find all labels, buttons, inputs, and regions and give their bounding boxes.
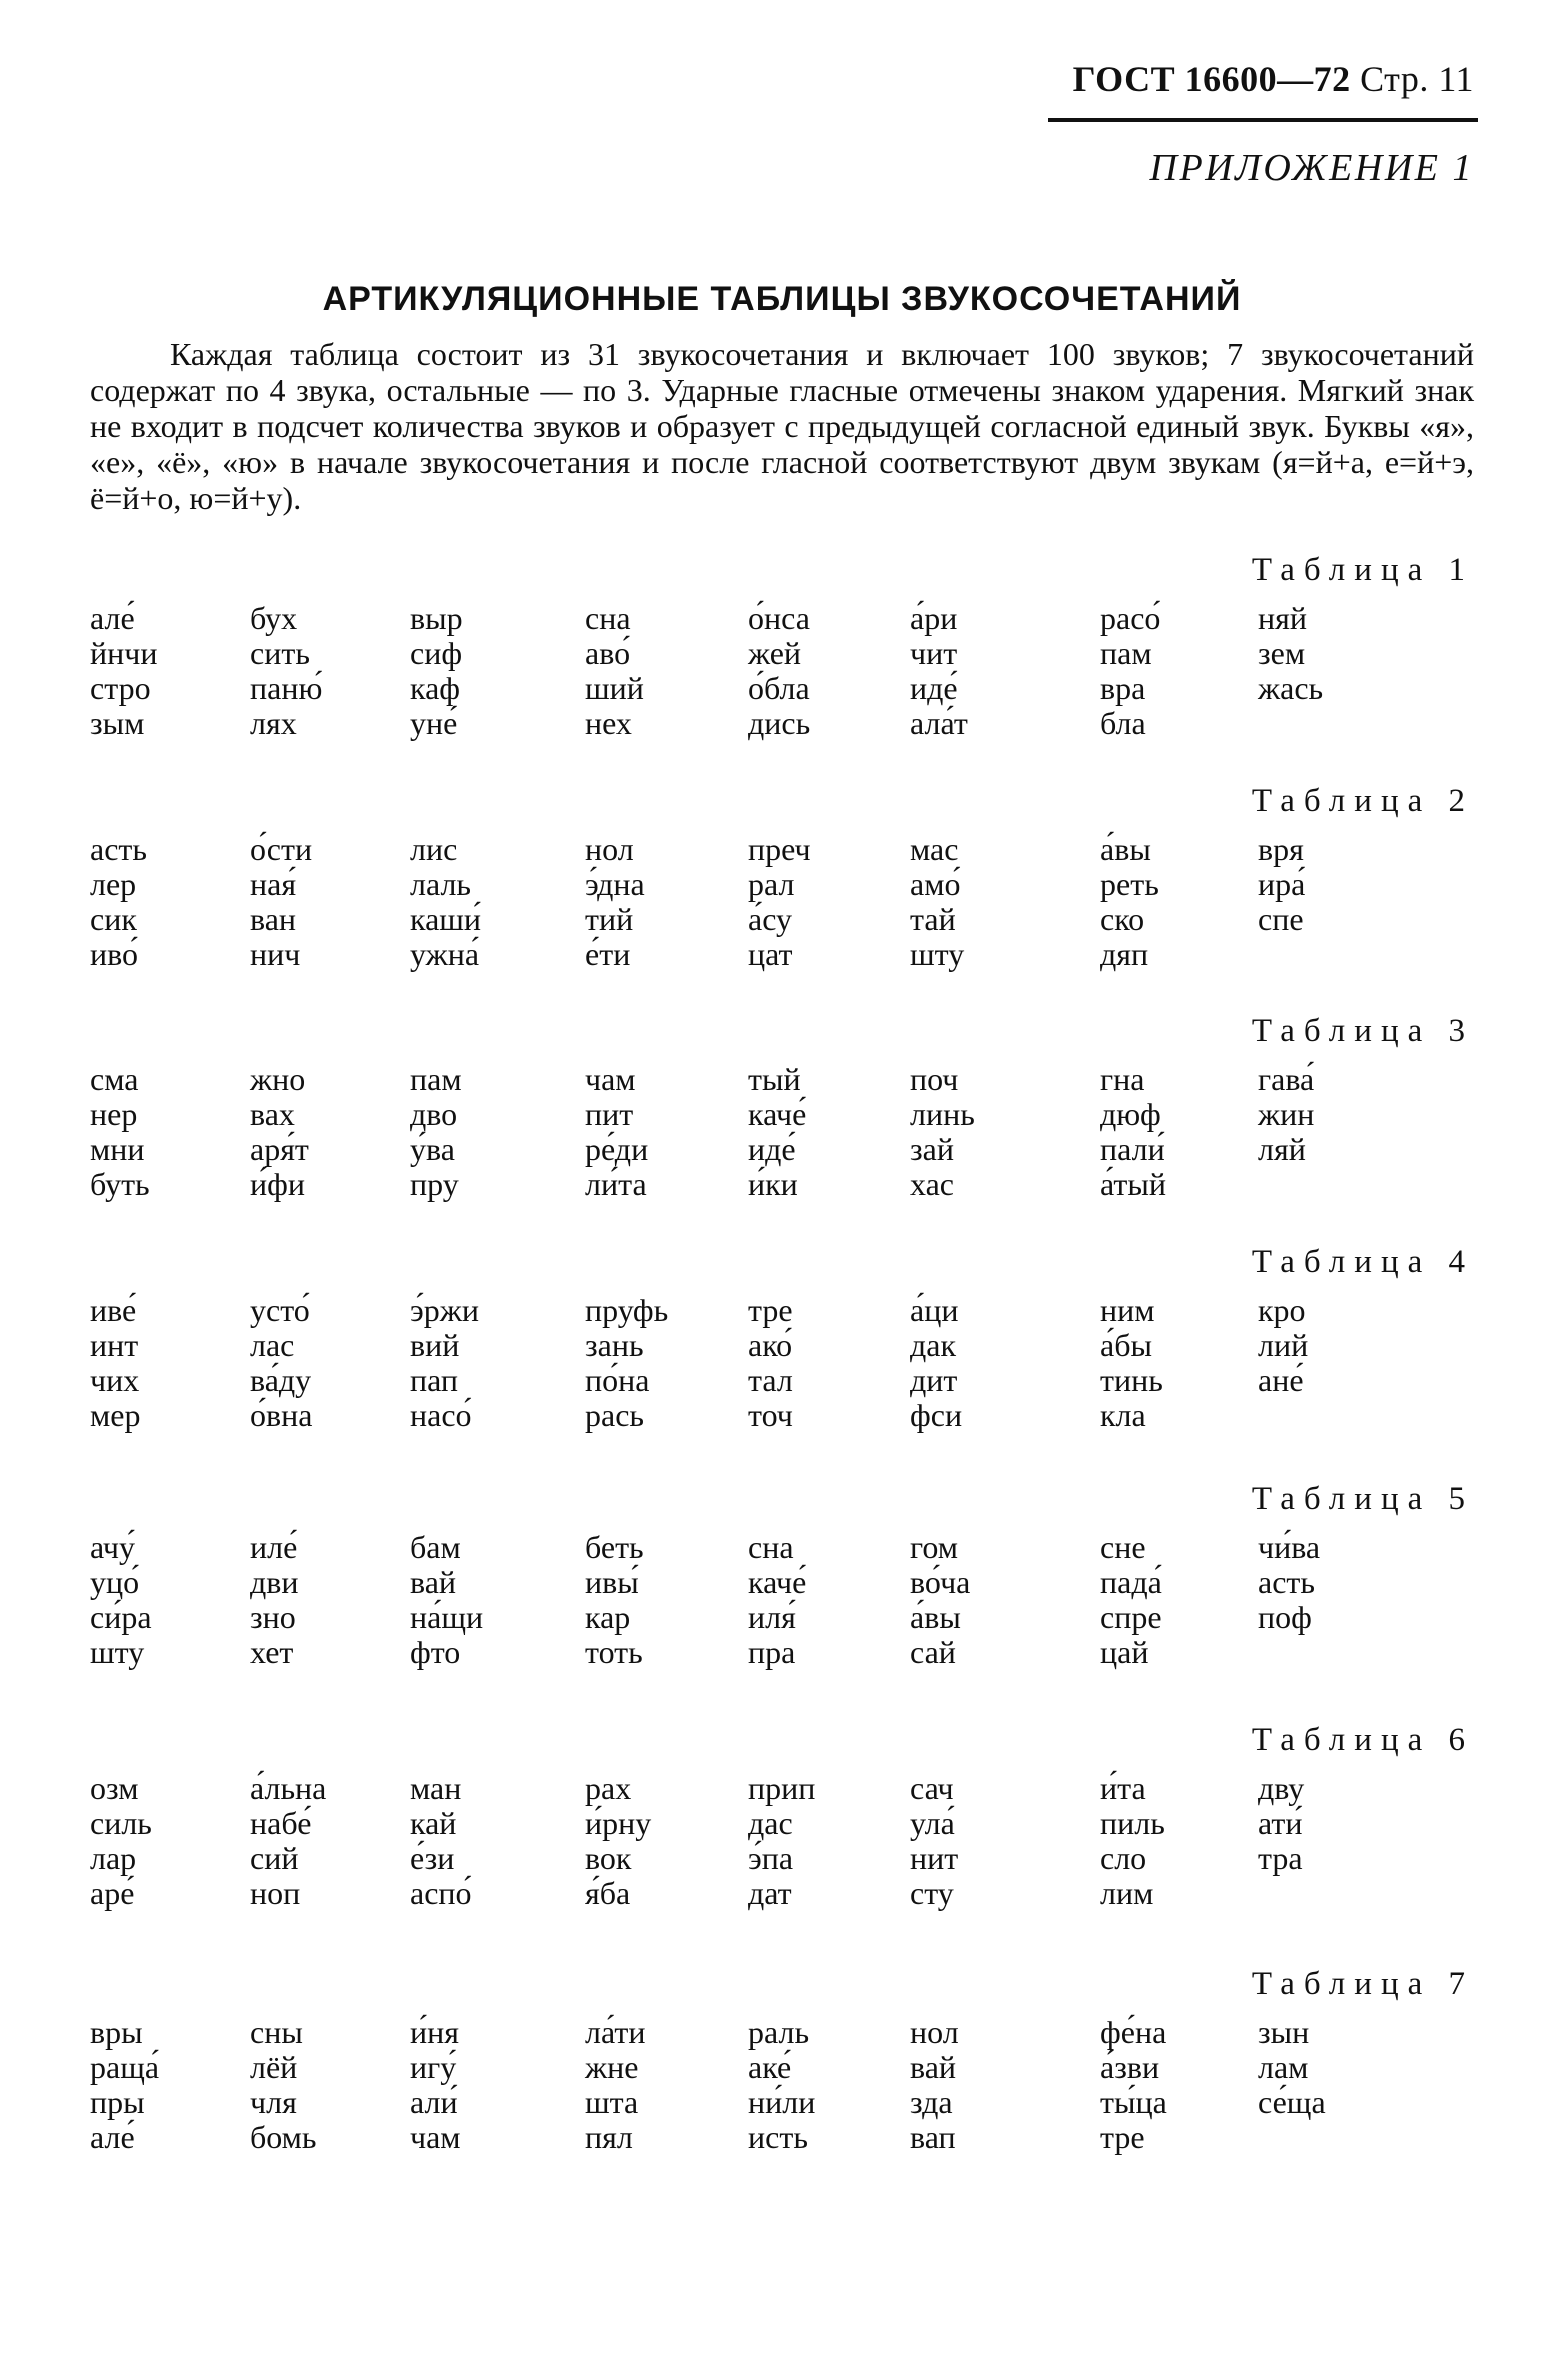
table-cell: асть	[1258, 1564, 1315, 1600]
table-cell: и́рну	[585, 1805, 652, 1841]
table-cell: вий	[410, 1327, 460, 1363]
table-cell: няй	[1258, 600, 1307, 636]
table-cell: пит	[585, 1096, 634, 1132]
table-cell: буть	[90, 1166, 150, 1202]
table-cell: дви	[250, 1564, 299, 1600]
table-cell: паню́	[250, 670, 323, 706]
table-cell: ляй	[1258, 1131, 1306, 1167]
table-cell: каф	[410, 670, 460, 706]
table-cell: зем	[1258, 635, 1306, 671]
table-cell: на́щи	[410, 1599, 484, 1635]
table-cell: нол	[585, 831, 634, 867]
table-cell: беть	[585, 1529, 644, 1565]
table-cell: мер	[90, 1397, 141, 1433]
table-cell: лер	[90, 866, 137, 902]
table-cell: насо́	[410, 1397, 472, 1433]
table-cell: бух	[250, 600, 298, 636]
table-cell: набе́	[250, 1805, 312, 1841]
table-cell: ли́та	[585, 1166, 647, 1202]
table-cell: я́ба	[585, 1875, 631, 1911]
table-cell: зно	[250, 1599, 296, 1635]
table-cell: шту	[90, 1634, 145, 1670]
table-cell: точ	[748, 1397, 793, 1433]
table-cell: ужна́	[410, 936, 480, 972]
table-cell: але́	[90, 2119, 135, 2155]
table-cell: дяп	[1100, 936, 1149, 972]
table-cell: а́тый	[1100, 1166, 1166, 1202]
table-cell: пиль	[1100, 1805, 1165, 1841]
table-cell: зань	[585, 1327, 644, 1363]
table-cell: дит	[910, 1362, 958, 1398]
table-cell: аспо́	[410, 1875, 472, 1911]
table-cell: ман	[410, 1770, 462, 1806]
table-cell: иде́	[748, 1131, 796, 1167]
table-cell: иво́	[90, 936, 139, 972]
table-cell: пруфь	[585, 1292, 669, 1328]
table-cell: ре́ди	[585, 1131, 649, 1167]
table-cell: ная́	[250, 866, 297, 902]
table-cell: али́	[410, 2084, 458, 2120]
table-label: Таблица 2	[1251, 783, 1474, 819]
table-label: Таблица 3	[1251, 1013, 1474, 1049]
table-cell: бомь	[250, 2119, 317, 2155]
table-cell: лам	[1258, 2049, 1309, 2085]
table-cell: э́па	[748, 1840, 794, 1876]
table-cell: иде́	[910, 670, 958, 706]
table-cell: жно	[250, 1061, 306, 1097]
table-cell: сай	[910, 1634, 956, 1670]
table-cell: кай	[410, 1805, 457, 1841]
table-cell: чит	[910, 635, 958, 671]
table-cell: поч	[910, 1061, 959, 1097]
table-cell: сий	[250, 1840, 299, 1876]
table-cell: расо́	[1100, 600, 1161, 636]
table-cell: дас	[748, 1805, 793, 1841]
table-cell: чих	[90, 1362, 140, 1398]
table-cell: вах	[250, 1096, 295, 1132]
table-cell: гава́	[1258, 1061, 1315, 1097]
table-cell: ако́	[748, 1327, 793, 1363]
table-cell: аря́т	[250, 1131, 309, 1167]
table-cell: мни	[90, 1131, 145, 1167]
table-cell: амо́	[910, 866, 961, 902]
table-cell: стро	[90, 670, 151, 706]
table-cell: цат	[748, 936, 793, 972]
table-cell: о́нса	[748, 600, 810, 636]
table-cell: прип	[748, 1770, 816, 1806]
table-cell: йнчи	[90, 635, 158, 671]
table-cell: ни́ли	[748, 2084, 816, 2120]
table-label: Таблица 4	[1251, 1244, 1474, 1280]
table-cell: се́ща	[1258, 2084, 1326, 2120]
table-cell: чля	[250, 2084, 297, 2120]
table-cell: ско	[1100, 901, 1145, 937]
table-cell: сиф	[410, 635, 463, 671]
table-cell: ноп	[250, 1875, 301, 1911]
table-cell: сне	[1100, 1529, 1146, 1565]
table-cell: о́бла	[748, 670, 810, 706]
table-cell: фси	[910, 1397, 963, 1433]
table-cell: нер	[90, 1096, 138, 1132]
table-cell: лас	[250, 1327, 295, 1363]
table-label: Таблица 1	[1251, 552, 1474, 588]
table-cell: лий	[1258, 1327, 1309, 1363]
table-cell: вра	[1100, 670, 1146, 706]
table-cell: а́вы	[1100, 831, 1151, 867]
table-cell: рах	[585, 1770, 632, 1806]
intro-paragraph: Каждая таблица состоит из 31 звукосочетания и включает 100 звуков; 7 звукосочетаний содержат по 4 звука, остальные — по 3. Ударные гласные отмечены знаком ударения. Мягкий знак не входит в подсчет количества звуков и образует с предыдущей согласной единый звук. Буквы «я», «е», «ё», «ю» в начале звукосочетания и после гласной соответствуют двум звукам (я=й+а, е=й+э, ё=й+о, ю=й+у).	[90, 336, 1474, 516]
table-cell: мас	[910, 831, 959, 867]
table-cell: хас	[910, 1166, 954, 1202]
table-cell: зда	[910, 2084, 953, 2120]
table-cell: чам	[410, 2119, 461, 2155]
table-cell: пры	[90, 2084, 145, 2120]
table-cell: ним	[1100, 1292, 1155, 1328]
table-cell: сик	[90, 901, 137, 937]
table-cell: вря	[1258, 831, 1304, 867]
table-cell: дат	[748, 1875, 792, 1911]
table-cell: а́льна	[250, 1770, 327, 1806]
table-cell: усто́	[250, 1292, 310, 1328]
table-cell: лаль	[410, 866, 472, 902]
table-cell: э́дна	[585, 866, 645, 902]
table-cell: озм	[90, 1770, 139, 1806]
table-cell: фе́на	[1100, 2014, 1167, 2050]
table-cell: тоть	[585, 1634, 643, 1670]
table-cell: сма	[90, 1061, 139, 1097]
table-cell: тра	[1258, 1840, 1303, 1876]
table-cell: сту	[910, 1875, 954, 1911]
table-cell: жей	[748, 635, 802, 671]
table-cell: вай	[410, 1564, 457, 1600]
table-cell: и́та	[1100, 1770, 1146, 1806]
table-cell: фто	[410, 1634, 461, 1670]
table-cell: шту	[910, 936, 965, 972]
table-cell: ван	[250, 901, 297, 937]
table-cell: и́ня	[410, 2014, 459, 2050]
table-cell: тый	[748, 1061, 801, 1097]
table-cell: уцо́	[90, 1564, 140, 1600]
page-number: Стр. 11	[1360, 59, 1474, 99]
table-cell: сач	[910, 1770, 954, 1806]
table-cell: дак	[910, 1327, 957, 1363]
table-cell: пра	[748, 1634, 796, 1670]
table-cell: жась	[1258, 670, 1324, 706]
table-cell: рал	[748, 866, 795, 902]
table-cell: чи́ва	[1258, 1529, 1321, 1565]
table-cell: о́сти	[250, 831, 313, 867]
table-cell: сна	[585, 600, 631, 636]
table-cell: спре	[1100, 1599, 1162, 1635]
table-cell: кла	[1100, 1397, 1146, 1433]
table-cell: жне	[585, 2049, 639, 2085]
table-cell: каши́	[410, 901, 482, 937]
table-cell: шта	[585, 2084, 639, 2120]
table-cell: тре	[748, 1292, 793, 1328]
table-label: Таблица 5	[1251, 1481, 1474, 1517]
table-label: Таблица 7	[1251, 1966, 1474, 2002]
table-cell: аво́	[585, 635, 631, 671]
table-cell: цай	[1100, 1634, 1149, 1670]
table-cell: зай	[910, 1131, 954, 1167]
table-cell: тий	[585, 901, 634, 937]
table-cell: а́су	[748, 901, 792, 937]
table-cell: кар	[585, 1599, 631, 1635]
table-cell: раща́	[90, 2049, 160, 2085]
table-cell: реть	[1100, 866, 1159, 902]
table-cell: зын	[1258, 2014, 1310, 2050]
table-cell: гом	[910, 1529, 958, 1565]
table-cell: э́ржи	[410, 1292, 479, 1328]
table-cell: чам	[585, 1061, 636, 1097]
table-cell: иве́	[90, 1292, 137, 1328]
table-cell: сло	[1100, 1840, 1147, 1876]
table-cell: гна	[1100, 1061, 1145, 1097]
header-rule	[1048, 118, 1478, 122]
table-cell: иле́	[250, 1529, 298, 1565]
table-cell: у́ва	[410, 1131, 455, 1167]
table-cell: жин	[1258, 1096, 1315, 1132]
table-cell: нич	[250, 936, 301, 972]
table-cell: дво	[410, 1096, 458, 1132]
table-cell: пял	[585, 2119, 633, 2155]
table-cell: лях	[250, 705, 297, 741]
table-cell: ира́	[1258, 866, 1306, 902]
table-cell: ший	[585, 670, 644, 706]
table-cell: пап	[410, 1362, 459, 1398]
table-cell: асть	[90, 831, 147, 867]
table-cell: дву	[1258, 1770, 1305, 1806]
table-cell: ва́ду	[250, 1362, 312, 1398]
table-cell: пада́	[1100, 1564, 1162, 1600]
table-cell: але́	[90, 600, 135, 636]
table-cell: рась	[585, 1397, 644, 1433]
table-cell: дись	[748, 705, 811, 741]
table-cell: си́ра	[90, 1599, 152, 1635]
table-cell: о́вна	[250, 1397, 313, 1433]
table-cell: силь	[90, 1805, 152, 1841]
table-cell: вок	[585, 1840, 632, 1876]
table-cell: сить	[250, 635, 310, 671]
table-cell: преч	[748, 831, 811, 867]
table-cell: ивы́	[585, 1564, 639, 1600]
table-cell: лар	[90, 1840, 137, 1876]
table-cell: раль	[748, 2014, 810, 2050]
table-cell: нол	[910, 2014, 959, 2050]
table-cell: нех	[585, 705, 632, 741]
table-cell: пам	[1100, 635, 1152, 671]
table-cell: нит	[910, 1840, 959, 1876]
table-cell: аре́	[90, 1875, 135, 1911]
table-cell: вай	[910, 2049, 957, 2085]
table-cell: зым	[90, 705, 145, 741]
table-cell: игу́	[410, 2049, 457, 2085]
table-cell: аке́	[748, 2049, 792, 2085]
table-cell: ати́	[1258, 1805, 1303, 1841]
table-cell: линь	[910, 1096, 975, 1132]
table-cell: по́на	[585, 1362, 650, 1398]
table-cell: каче́	[748, 1564, 807, 1600]
table-cell: ане́	[1258, 1362, 1304, 1398]
table-cell: выр	[410, 600, 463, 636]
table-cell: ала́т	[910, 705, 968, 741]
table-cell: бам	[410, 1529, 461, 1565]
table-cell: пам	[410, 1061, 462, 1097]
table-cell: во́ча	[910, 1564, 971, 1600]
table-cell: ачу́	[90, 1529, 136, 1565]
table-cell: лёй	[250, 2049, 298, 2085]
table-cell: тал	[748, 1362, 793, 1398]
table-cell: исть	[748, 2119, 808, 2155]
table-cell: сна	[748, 1529, 794, 1565]
table-cell: а́ци	[910, 1292, 959, 1328]
table-cell: каче́	[748, 1096, 807, 1132]
table-cell: ула́	[910, 1805, 955, 1841]
table-cell: тре	[1100, 2119, 1145, 2155]
table-cell: хет	[250, 1634, 294, 1670]
table-cell: бла	[1100, 705, 1146, 741]
table-cell: а́вы	[910, 1599, 961, 1635]
table-cell: кро	[1258, 1292, 1306, 1328]
table-label: Таблица 6	[1251, 1722, 1474, 1758]
table-cell: пали́	[1100, 1131, 1165, 1167]
table-cell: вры	[90, 2014, 143, 2050]
table-cell: вап	[910, 2119, 956, 2155]
table-cell: сны	[250, 2014, 303, 2050]
table-cell: е́ти	[585, 936, 631, 972]
section-title: АРТИКУЛЯЦИОННЫЕ ТАБЛИЦЫ ЗВУКОСОЧЕТАНИЙ	[322, 280, 1242, 318]
table-cell: е́зи	[410, 1840, 455, 1876]
table-cell: инт	[90, 1327, 139, 1363]
table-cell: дюф	[1100, 1096, 1161, 1132]
table-cell: лим	[1100, 1875, 1154, 1911]
table-cell: поф	[1258, 1599, 1312, 1635]
table-cell: лис	[410, 831, 458, 867]
appendix-label: ПРИЛОЖЕНИЕ 1	[1149, 147, 1474, 189]
table-cell: пру	[410, 1166, 459, 1202]
table-cell: а́зви	[1100, 2049, 1160, 2085]
table-cell: спе	[1258, 901, 1304, 937]
table-cell: а́ри	[910, 600, 958, 636]
page-header	[1073, 58, 1474, 100]
table-cell: и́фи	[250, 1166, 305, 1202]
table-cell: ты́ца	[1100, 2084, 1167, 2120]
table-cell: а́бы	[1100, 1327, 1152, 1363]
table-cell: иля́	[748, 1599, 796, 1635]
table-cell: и́ки	[748, 1166, 798, 1202]
table-cell: ла́ти	[585, 2014, 646, 2050]
table-cell: тай	[910, 901, 956, 937]
table-cell: уне́	[410, 705, 458, 741]
table-cell: тинь	[1100, 1362, 1163, 1398]
standard-code: ГОСТ 16600—72	[1072, 59, 1351, 99]
